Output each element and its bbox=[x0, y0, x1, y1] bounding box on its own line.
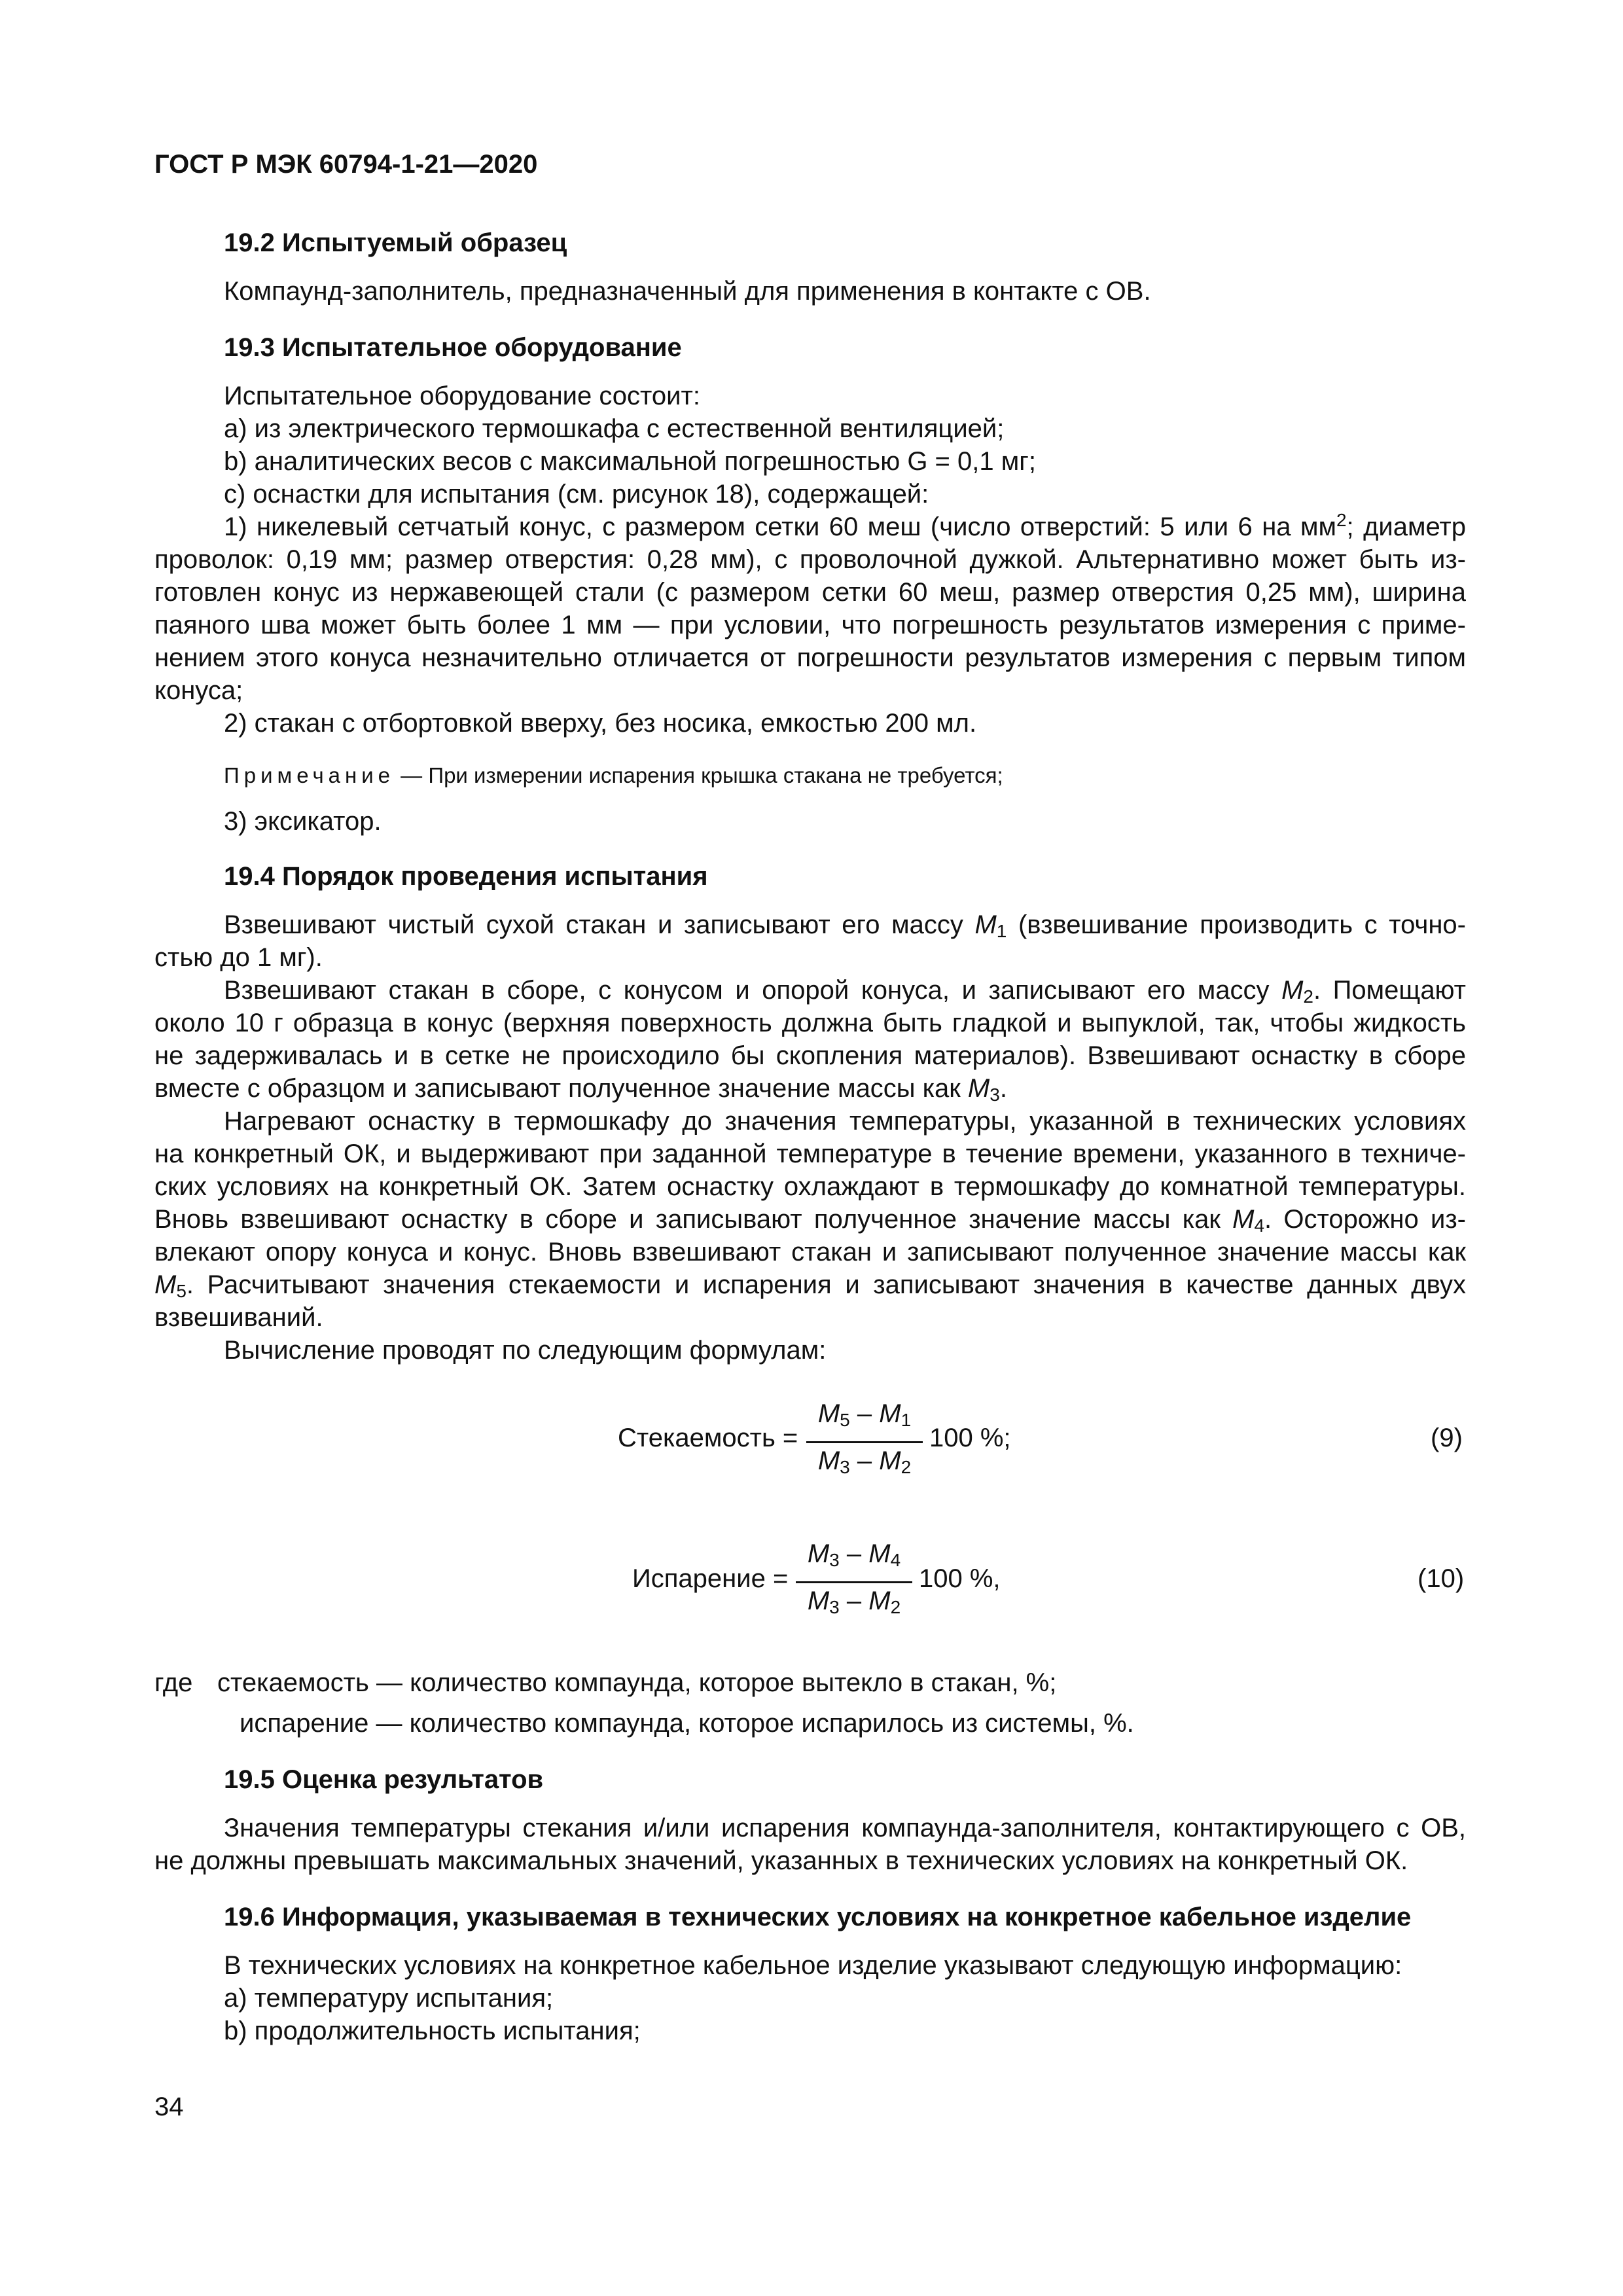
where-prefix: где bbox=[154, 1668, 193, 1697]
procedure-line: вместе с образцом и записывают полученное значение массы как $M_3$. bbox=[154, 1074, 1007, 1105]
equipment-intro: Испытательное оборудование состоит: bbox=[224, 382, 700, 410]
procedure-line: на конкретный ОК, и выдерживают при заданной температуре в течение времени, указанного в техниче- bbox=[154, 1139, 1466, 1168]
procedure-line: взвешиваний. bbox=[154, 1303, 323, 1332]
formula-9-tail: 100 %; bbox=[929, 1424, 1011, 1452]
section-19-4-title: 19.4 Порядок проведения испытания bbox=[224, 862, 708, 891]
spec-info-item-b: b) продолжительность испытания; bbox=[224, 2017, 641, 2045]
procedure-line: Нагревают оснастку в термошкафу до значения температуры, указанной в технических условиях bbox=[224, 1107, 1466, 1136]
formula-10-label: Испарение = bbox=[632, 1564, 789, 1593]
formula-9-number: (9) bbox=[1431, 1424, 1463, 1452]
procedure-line: влекают опору конуса и конус. Вновь взвешивают стакан и записывают полученное значение массы как bbox=[154, 1238, 1466, 1266]
equipment-item-a: a) из электрического термошкафа с естественной вентиляцией; bbox=[224, 414, 1005, 443]
subitem-1-line: проволок: 0,19 мм; размер отверстия: 0,28 мм), с проволочной дужкой. Альтернативно может быть из- bbox=[154, 545, 1466, 574]
equipment-item-b: b) аналитических весов с максимальной погрешностью G = 0,1 мг; bbox=[224, 447, 1036, 476]
subitem-1-line: готовлен конус из нержавеющей стали (с размером сетки 60 меш, размер отверстия 0,25 мм), ширина bbox=[154, 578, 1466, 607]
procedure-line: $M_5$. Расчитывают значения стекаемости и испарения и записывают значения в качестве данных двух bbox=[154, 1270, 1466, 1301]
section-19-2-text: Компаунд-заполнитель, предназначенный для применения в контакте с ОВ. bbox=[224, 277, 1151, 306]
where-item-1: стекаемость — количество компаунда, которое вытекло в стакан, %; bbox=[217, 1668, 1057, 1697]
fraction-bar bbox=[796, 1581, 912, 1583]
document-header: ГОСТ Р МЭК 60794-1-21—2020 bbox=[154, 150, 538, 179]
evaluation-line: Значения температуры стекания и/или испарения компаунда-заполнителя, контактирующего с ОВ, bbox=[224, 1814, 1466, 1842]
formula-10-number: (10) bbox=[1418, 1564, 1465, 1593]
section-19-3-title: 19.3 Испытательное оборудование bbox=[224, 333, 682, 362]
note: Примечание — При измерении испарения крышка стакана не требуется; bbox=[224, 763, 1003, 787]
procedure-line: Вычисление проводят по следующим формулам: bbox=[224, 1336, 827, 1365]
formula-9-label: Стекаемость = bbox=[618, 1424, 798, 1452]
spec-info-intro: В технических условиях на конкретное кабельное изделие указывают следующую информацию: bbox=[224, 1951, 1402, 1980]
formula-10-denominator: $M_3 - M_2$ bbox=[807, 1587, 901, 1617]
procedure-line: Вновь взвешивают оснастку в сборе и записывают полученное значение массы как $M_4$. Осторожно из- bbox=[154, 1205, 1466, 1236]
fraction-bar bbox=[806, 1441, 923, 1443]
procedure-line: ских условиях на конкретный ОК. Затем оснастку охлаждают в термошкафу до комнатной температуры. bbox=[154, 1172, 1466, 1201]
section-19-6-title: 19.6 Информация, указываемая в технических условиях на конкретное кабельное изделие bbox=[224, 1903, 1412, 1931]
procedure-line: стью до 1 мг). bbox=[154, 943, 323, 972]
formula-9-denominator: $M_3 - M_2$ bbox=[817, 1446, 912, 1477]
procedure-line: Взвешивают чистый сухой стакан и записывают его массу $M_1$ (взвешивание производить с точно- bbox=[224, 910, 1466, 941]
procedure-line: Взвешивают стакан в сборе, с конусом и опорой конуса, и записывают его массу $M_2$. Помещают bbox=[224, 976, 1467, 1007]
subitem-3: 3) эксикатор. bbox=[224, 807, 382, 836]
spec-info-item-a: a) температуру испытания; bbox=[224, 1984, 554, 2013]
page-number: 34 bbox=[154, 2092, 184, 2121]
section-19-5-title: 19.5 Оценка результатов bbox=[224, 1765, 544, 1794]
formula-10-tail: 100 %, bbox=[919, 1564, 1001, 1593]
subitem-1-line: 1) никелевый сетчатый конус, с размером сетки 60 меш (число отверстий: 5 или 6 на $мм^2$; диаметр bbox=[224, 510, 1466, 541]
formula-10-numerator: $M_3 - M_4$ bbox=[807, 1539, 901, 1570]
subitem-1-line: нением этого конуса незначительно отличается от погрешности результатов измерения с первым типом bbox=[154, 643, 1466, 672]
where-item-2: испарение — количество компаунда, которое испарилось из системы, %. bbox=[240, 1709, 1134, 1738]
procedure-line: около 10 г образца в конус (верхняя поверхность должна быть гладкой и выпуклой, так, чтобы жидкость bbox=[154, 1009, 1466, 1037]
equipment-item-c: c) оснастки для испытания (см. рисунок 18), содержащей: bbox=[224, 480, 929, 509]
subitem-2: 2) стакан с отбортовкой вверху, без носика, емкостью 200 мл. bbox=[224, 709, 977, 738]
subitem-1-line: конуса; bbox=[154, 676, 243, 705]
formula-9-numerator: $M_5 - M_1$ bbox=[817, 1399, 912, 1430]
procedure-line: не задерживалась и в сетке не происходило бы скопления материалов). Взвешивают оснастку в сборе bbox=[154, 1041, 1466, 1070]
subitem-1-line: паяного шва может быть более 1 мм — при условии, что погрешность результатов измерения с приме- bbox=[154, 611, 1466, 639]
evaluation-line: не должны превышать максимальных значений, указанных в технических условиях на конкретный ОК. bbox=[154, 1846, 1408, 1875]
section-19-2-title: 19.2 Испытуемый образец bbox=[224, 228, 567, 257]
